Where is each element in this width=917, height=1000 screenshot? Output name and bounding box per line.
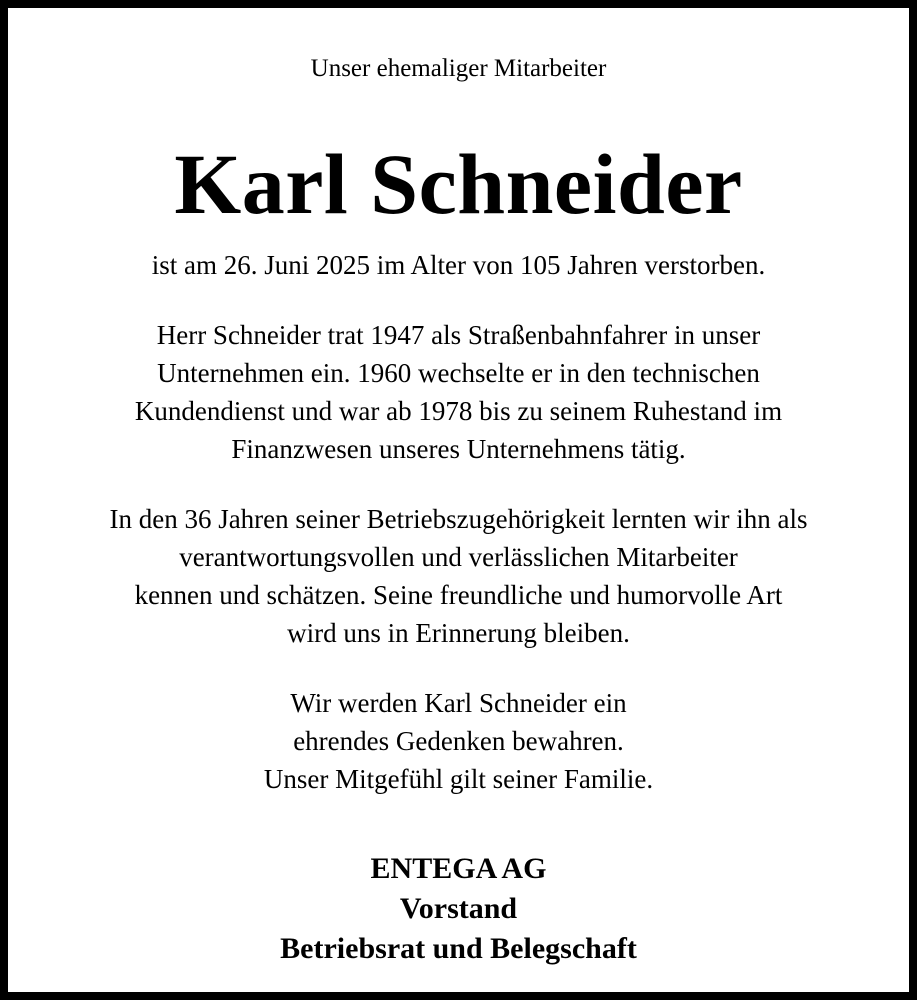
career-line: Kundendienst und war ab 1978 bis zu seinem Ruhestand im (134, 396, 783, 426)
staff-signature: Betriebsrat und Belegschaft (280, 932, 637, 965)
career-line: Finanzwesen unseres Unternehmens tätig. (231, 434, 686, 464)
closing-line: Wir werden Karl Schneider ein (290, 688, 627, 718)
obituary-notice (16, 16, 901, 984)
intro-line: Unser ehemaliger Mitarbeiter (310, 55, 607, 82)
death-announcement: ist am 26. Juni 2025 im Alter von 105 Jahren verstorben. (151, 250, 766, 280)
tribute-line: In den 36 Jahren seiner Betriebszugehörigkeit lernten wir ihn als (109, 504, 808, 534)
deceased-name: Karl Schneider (174, 136, 743, 232)
closing-line: ehrendes Gedenken bewahren. (293, 726, 624, 756)
closing-line: Unser Mitgefühl gilt seiner Familie. (263, 764, 654, 794)
tribute-line: wird uns in Erinnerung bleiben. (287, 618, 630, 648)
company-name: ENTEGA AG (370, 852, 547, 885)
career-line: Unternehmen ein. 1960 wechselte er in den technischen (157, 358, 760, 388)
board-signature: Vorstand (399, 892, 518, 925)
tribute-line: kennen und schätzen. Seine freundliche und humorvolle Art (134, 580, 783, 610)
career-line: Herr Schneider trat 1947 als Straßenbahnfahrer in unser (156, 320, 761, 350)
tribute-line: verantwortungsvollen und verlässlichen Mitarbeiter (179, 542, 738, 572)
